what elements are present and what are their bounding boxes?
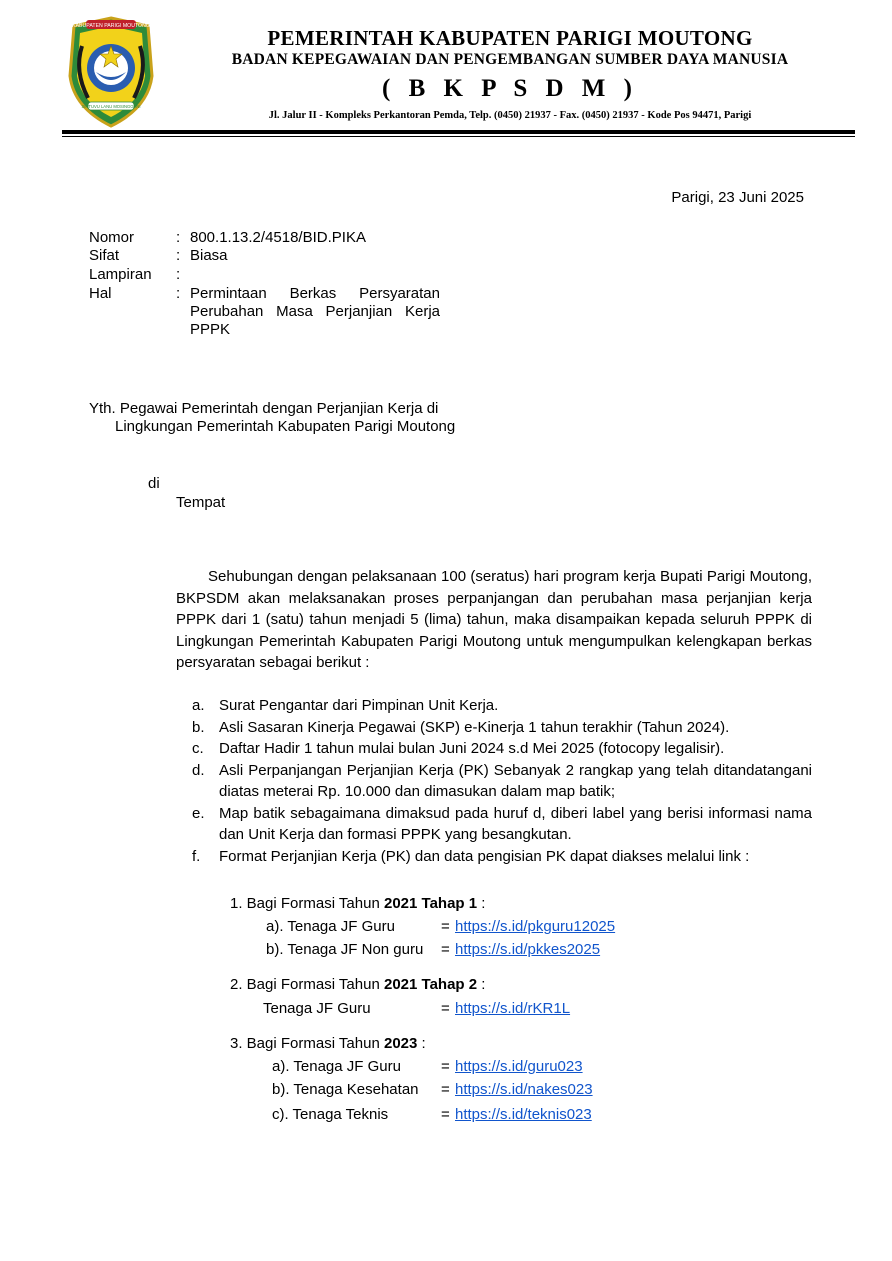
body-paragraph-text: Sehubungan dengan pelaksanaan 100 (seratus) hari program kerja Bupati Parigi Moutong, BKPSDM akan melaksanakan proses perpanjangan dan perubahan masa perjanjian kerja PPPK dari 1 (satu) tahun menjadi 5 (lima) tahun, maka disampaikan kepada seluruh PPPK di Lingkungan Pemerintah Kabupaten Parigi Moutong untuk mengumpulkan kelengkapan berkas persyaratan sebagai berikut : bbox=[176, 568, 812, 671]
formation-1-item-label: a). Tenaga JF Guru bbox=[266, 918, 395, 935]
formation-3-item-label: b). Tenaga Kesehatan bbox=[272, 1081, 419, 1098]
list-marker: e. bbox=[192, 804, 205, 822]
nomor-label: Nomor bbox=[89, 229, 135, 246]
nomor-value: 800.1.13.2/4518/BID.PIKA bbox=[190, 229, 366, 246]
list-marker: f. bbox=[192, 847, 201, 865]
letterhead-divider-thick bbox=[62, 130, 855, 134]
list-item bbox=[176, 738, 812, 760]
formation-2-item-label: Tenaga JF Guru bbox=[263, 1000, 371, 1017]
list-item bbox=[176, 717, 812, 739]
formation-2-bold: 2021 Tahap 2 bbox=[383, 976, 478, 993]
letterhead-address: Jl. Jalur II - Kompleks Perkantoran Pemda, Telp. (0450) 21937 - Fax. (0450) 21937 - Kode Pos 94471, Parigi bbox=[268, 110, 752, 121]
formation-1-nonguru-link[interactable]: https://s.id/pkkes2025 bbox=[455, 941, 601, 958]
list-item-text: Daftar Hadir 1 tahun mulai bulan Juni 2024 s.d Mei 2025 (fotocopy legalisir). bbox=[219, 740, 725, 757]
formation-3-bold: 2023 bbox=[383, 1035, 418, 1052]
list-marker: b. bbox=[192, 718, 205, 736]
lampiran-colon: : bbox=[176, 266, 181, 283]
list-item-text: Map batik sebagaimana dimaksud pada huruf d, diberi label yang berisi informasi nama dan Unit Kerja dan formasi PPPK yang besangkutan. bbox=[219, 804, 812, 843]
list-marker: d. bbox=[192, 761, 205, 779]
letterhead-agency-name: BADAN KEPEGAWAIAN DAN PENGEMBANGAN SUMBER DAYA MANUSIA bbox=[231, 51, 789, 68]
formation-2-item-equals: = bbox=[441, 1000, 450, 1017]
nomor-colon: : bbox=[176, 229, 181, 246]
list-item-text: Format Perjanjian Kerja (PK) dan data pengisian PK dapat diakses melalui link : bbox=[219, 847, 750, 865]
formation-3-item-equals: = bbox=[441, 1081, 450, 1098]
recipient-line-2: Lingkungan Pemerintah Kabupaten Parigi Moutong bbox=[115, 418, 456, 435]
formation-3-suffix: : bbox=[417, 1035, 426, 1052]
formation-3-item-label: c). Tenaga Teknis bbox=[272, 1106, 389, 1123]
formation-1-item-label: b). Tenaga JF Non guru bbox=[266, 941, 424, 958]
formation-2-suffix: : bbox=[477, 976, 486, 993]
formation-1-item-equals: = bbox=[441, 941, 450, 958]
formation-2-heading bbox=[230, 976, 485, 994]
formation-3-guru-link[interactable]: https://s.id/guru023 bbox=[455, 1058, 583, 1075]
formation-1-suffix: : bbox=[477, 895, 486, 912]
recipient-line-1: Yth. Pegawai Pemerintah dengan Perjanjian Kerja di bbox=[89, 400, 439, 417]
list-item bbox=[176, 846, 812, 868]
list-item bbox=[176, 695, 812, 717]
hal-colon: : bbox=[176, 285, 181, 302]
formation-3-prefix: 3. Bagi Formasi Tahun bbox=[230, 1035, 384, 1052]
formation-1-guru-link[interactable]: https://s.id/pkguru12025 bbox=[455, 918, 616, 935]
lampiran-label: Lampiran bbox=[89, 266, 152, 283]
formation-1-prefix: 1. Bagi Formasi Tahun bbox=[230, 895, 384, 912]
list-item bbox=[176, 803, 812, 846]
formation-3-nakes-link[interactable]: https://s.id/nakes023 bbox=[455, 1081, 593, 1098]
recipient-tempat: Tempat bbox=[176, 494, 226, 511]
sifat-colon: : bbox=[176, 247, 181, 264]
letterhead-government-name: PEMERINTAH KABUPATEN PARIGI MOUTONG bbox=[267, 26, 753, 50]
formation-3-item-equals: = bbox=[441, 1058, 450, 1075]
letterhead-agency-acronym: ( B K P S D M ) bbox=[382, 75, 638, 102]
recipient-block bbox=[89, 400, 485, 436]
formation-1-bold: 2021 Tahap 1 bbox=[383, 895, 478, 912]
formation-3-heading bbox=[230, 1035, 426, 1053]
sifat-label: Sifat bbox=[89, 247, 120, 264]
formation-1-item-equals: = bbox=[441, 918, 450, 935]
formation-3-item-equals: = bbox=[441, 1106, 450, 1123]
recipient-di: di bbox=[148, 475, 160, 492]
hal-value: Permintaan Berkas Persyaratan Perubahan Masa Perjanjian Kerja PPPK bbox=[190, 285, 440, 338]
letter-date: Parigi, 23 Juni 2025 bbox=[671, 189, 804, 206]
logo-text-top: KABUPATEN PARIGI MOUTONG bbox=[72, 23, 150, 29]
list-marker: c. bbox=[192, 740, 204, 757]
formation-2-guru-link[interactable]: https://s.id/rKR1L bbox=[455, 1000, 571, 1017]
letterhead-divider-thin bbox=[62, 136, 855, 137]
formation-1-heading bbox=[230, 895, 485, 913]
logo-text-bottom: SINTUVU LANU MOSINGGANI bbox=[81, 104, 141, 109]
formation-2-prefix: 2. Bagi Formasi Tahun bbox=[230, 976, 384, 993]
regency-crest-logo bbox=[68, 16, 154, 128]
sifat-value: Biasa bbox=[190, 247, 228, 264]
formation-3-teknis-link[interactable]: https://s.id/teknis023 bbox=[455, 1106, 592, 1123]
body-paragraph bbox=[176, 566, 812, 674]
formation-3-item-label: a). Tenaga JF Guru bbox=[272, 1058, 401, 1075]
list-item-text: Surat Pengantar dari Pimpinan Unit Kerja. bbox=[219, 697, 499, 714]
list-marker: a. bbox=[192, 697, 205, 714]
list-item-text: Asli Sasaran Kinerja Pegawai (SKP) e-Kinerja 1 tahun terakhir (Tahun 2024). bbox=[219, 718, 730, 736]
list-item-text: Asli Perpanjangan Perjanjian Kerja (PK) Sebanyak 2 rangkap yang telah ditandatangani diatas meterai Rp. 10.000 dan dimasukan dalam map batik; bbox=[219, 761, 812, 800]
list-item bbox=[176, 760, 812, 803]
requirements-list bbox=[176, 695, 812, 867]
hal-label: Hal bbox=[89, 285, 112, 302]
